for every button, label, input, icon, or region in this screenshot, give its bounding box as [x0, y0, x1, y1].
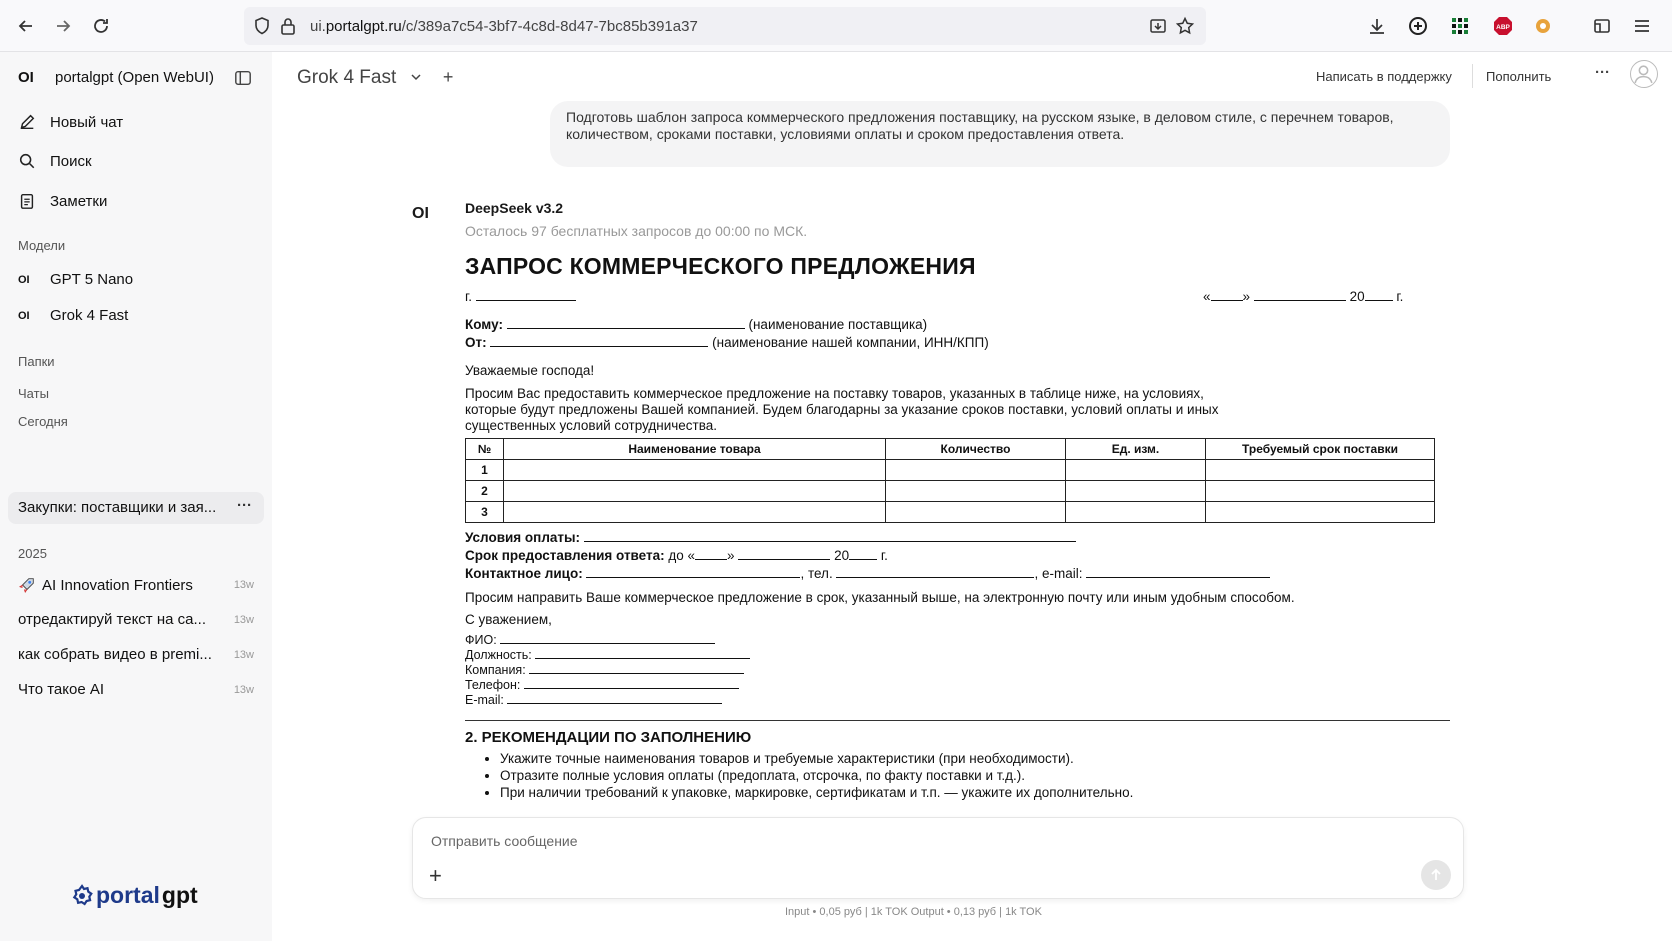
column-header: Количество: [886, 439, 1066, 460]
chat-item-label: Что такое AI: [18, 681, 105, 698]
model-badge: OI: [18, 273, 30, 286]
model-badge: OI: [18, 309, 30, 322]
url-text[interactable]: ui.portalgpt.ru/c/389a7c54-3bf7-4c8d-8d47-7bc85b391a37: [310, 18, 698, 35]
extension-grid-icon[interactable]: [1448, 14, 1472, 38]
deadline-line: Срок предоставления ответа: до « » 20 г.: [465, 548, 888, 563]
model-selector[interactable]: [297, 67, 453, 89]
chat-header: [272, 52, 1672, 102]
notes-icon: [18, 192, 36, 210]
reload-icon[interactable]: [89, 14, 113, 38]
more-options-icon[interactable]: ···: [1595, 64, 1610, 81]
lock-icon[interactable]: [278, 16, 298, 36]
closing-text: Просим направить Ваше коммерческое предложение в срок, указанный выше, на электронную почту или иным удобным способом.: [465, 590, 1295, 605]
date-field: « » 20 г.: [1203, 289, 1404, 304]
model-selector-label: Grok 4 Fast: [297, 67, 397, 88]
header-divider: [1472, 64, 1473, 88]
active-chat-label: Закупки: поставщики и зая...: [18, 499, 217, 516]
search-label: Поиск: [50, 152, 92, 170]
chat-item[interactable]: [18, 576, 254, 594]
extension-circle-icon[interactable]: [1406, 14, 1430, 38]
active-chat-item[interactable]: [8, 492, 264, 524]
folders-heading[interactable]: Папки: [18, 354, 55, 369]
shield-icon[interactable]: [252, 16, 272, 36]
response-document: [465, 250, 1450, 801]
chat-item-age: 13w: [233, 648, 254, 661]
sidebar-toggle-icon[interactable]: [1590, 14, 1614, 38]
send-button[interactable]: [1421, 860, 1451, 890]
year-heading: 2025: [18, 546, 47, 561]
download-icon[interactable]: [1365, 14, 1389, 38]
chat-item-label: как собрать видео в premi...: [18, 646, 212, 663]
extension-gear-icon[interactable]: [1531, 14, 1555, 38]
quota-note: Осталось 97 бесплатных запросов до 00:00 по МСК.: [465, 223, 808, 239]
svg-text:ABP: ABP: [1496, 24, 1510, 31]
sign-field: E-mail:: [465, 693, 1450, 708]
table-row: 1: [466, 460, 1435, 481]
topup-link[interactable]: Пополнить: [1486, 69, 1552, 84]
city-date-line: г. « » 20 г.: [465, 289, 1404, 304]
section-divider: [465, 720, 1450, 721]
notes-button[interactable]: [18, 192, 107, 210]
body-text: Просим Вас предоставить коммерческое предложение на поставку товаров, указанных в таблице ниже, на условиях, которые будут предложены Вашей компанией. Будем благодарны за указание сроков поставки, условий оплаты и иных существенных условий сотрудничества.: [465, 386, 1219, 433]
avatar[interactable]: [1630, 60, 1658, 88]
add-model-button[interactable]: +: [442, 67, 454, 87]
assistant-model-name: DeepSeek v3.2: [465, 200, 564, 216]
model-name: Grok 4 Fast: [50, 307, 129, 324]
attach-button[interactable]: +: [429, 863, 442, 888]
forward-icon[interactable]: [51, 14, 75, 38]
address-bar[interactable]: [244, 7, 1206, 45]
chats-heading[interactable]: Чаты: [18, 386, 49, 401]
column-header: №: [466, 439, 504, 460]
table-row: 3: [466, 502, 1435, 523]
notes-label: Заметки: [50, 192, 108, 210]
model-name: GPT 5 Nano: [50, 271, 134, 288]
brand-gear-icon: [70, 884, 94, 908]
hamburger-menu-icon[interactable]: [1630, 14, 1654, 38]
sign-field: Компания:: [465, 663, 1450, 678]
rocket-icon: [18, 576, 36, 594]
sidebar-model-grok4fast[interactable]: [18, 307, 128, 324]
signature-block: [465, 633, 1450, 708]
chat-item-age: 13w: [233, 613, 254, 626]
regards-text: С уважением,: [465, 612, 552, 627]
arrow-up-icon: [1429, 868, 1443, 882]
document-title: ЗАПРОС КОММЕРЧЕСКОГО ПРЕДЛОЖЕНИЯ: [465, 253, 976, 279]
chat-item[interactable]: [18, 611, 254, 628]
user-message: Подготовь шаблон запроса коммерческого предложения поставщику, на русском языке, в деловом стиле, с перечнем товаров, количеством, сроками поставки, условиями оплаты и сроком предоставления ответа.: [550, 101, 1450, 167]
brand-logo: [70, 882, 198, 909]
goods-table: [465, 438, 1435, 523]
list-item: • Укажите точные наименования товаров и требуемые характеристики (при необходимости).: [500, 750, 1450, 767]
search-button[interactable]: [18, 152, 92, 170]
models-heading: Модели: [18, 238, 66, 253]
assistant-avatar: OI: [412, 205, 429, 222]
sidebar: [0, 52, 272, 941]
message-input[interactable]: Отправить сообщение: [431, 833, 578, 849]
payment-line: Условия оплаты:: [465, 529, 1450, 547]
chat-item-age: 13w: [233, 683, 254, 696]
browser-toolbar: [0, 0, 1672, 52]
new-chat-label: Новый чат: [50, 113, 124, 131]
list-item: • Отразите полные условия оплаты (предоплата, отсрочка, по факту поставки и т.д.).: [500, 767, 1450, 784]
sign-field: Должность:: [465, 648, 1450, 663]
contact-line: Контактное лицо: , тел. , e-mail:: [465, 565, 1450, 583]
sign-field: ФИО:: [465, 633, 1450, 648]
app-title[interactable]: portalgpt (Open WebUI): [55, 69, 214, 86]
bookmark-star-icon[interactable]: [1175, 16, 1195, 36]
message-composer[interactable]: [412, 817, 1464, 899]
pricing-info: Input • 0,05 руб | 1k TOK Output • 0,13 руб | 1k TOK: [785, 906, 1042, 918]
sidebar-model-gpt5nano[interactable]: [18, 271, 133, 288]
brand-suffix: gpt: [161, 882, 198, 908]
chat-item-age: 13w: [233, 579, 254, 591]
chat-item[interactable]: [18, 681, 254, 698]
app-logo[interactable]: OI: [18, 69, 34, 86]
sign-field: Телефон:: [465, 678, 1450, 693]
chat-item-label: отредактируй текст на са...: [18, 611, 206, 628]
chat-item-label: AI Innovation Frontiers: [42, 576, 193, 594]
edit-icon: [18, 113, 36, 131]
column-header: Ед. изм.: [1066, 439, 1206, 460]
reader-view-icon[interactable]: [1148, 16, 1168, 36]
from-line: От: (наименование нашей компании, ИНН/КПП): [465, 335, 989, 350]
to-line: Кому: (наименование поставщика): [465, 317, 928, 332]
chat-item[interactable]: [18, 646, 254, 663]
new-chat-button[interactable]: [18, 113, 123, 131]
section2-title: 2. РЕКОМЕНДАЦИИ ПО ЗАПОЛНЕНИЮ: [465, 729, 752, 746]
adblock-icon[interactable]: [1491, 14, 1515, 38]
back-icon[interactable]: [14, 14, 38, 38]
support-link[interactable]: Написать в поддержку: [1316, 69, 1452, 84]
recommendations-list: [465, 750, 1450, 801]
column-header: Наименование товара: [504, 439, 886, 460]
table-header-row: [466, 439, 1435, 460]
list-item: • При наличии требований к упаковке, маркировке, сертификатам и т.п. — укажите их дополнительно.: [500, 784, 1450, 801]
greeting: Уважаемые господа!: [465, 363, 595, 378]
user-icon: [1631, 61, 1656, 86]
collapse-sidebar-icon[interactable]: [234, 69, 252, 87]
table-row: 2: [466, 481, 1435, 502]
brand-prefix: portal: [96, 882, 160, 908]
search-icon: [18, 152, 36, 170]
today-heading: Сегодня: [18, 414, 68, 429]
chevron-down-icon: [410, 71, 422, 83]
column-header: Требуемый срок поставки: [1206, 439, 1435, 460]
chat-options-icon[interactable]: ···: [237, 497, 252, 514]
